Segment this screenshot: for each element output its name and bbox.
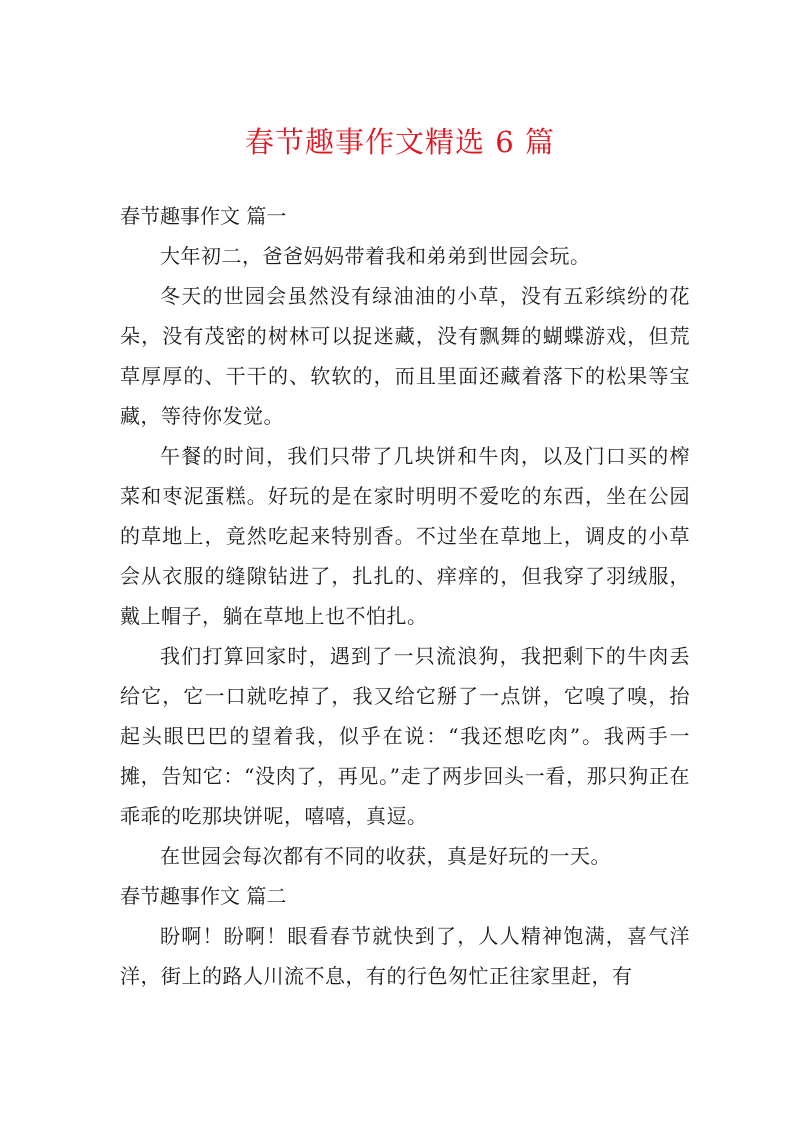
section-heading: 春节趣事作文 篇二 bbox=[120, 884, 287, 908]
paragraph: 冬天的世园会虽然没有绿油油的小草，没有五彩缤纷的花朵，没有茂密的树林可以捉迷藏，没有飘舞的蝴蝶游戏，但荒草厚厚的、干干的、软软的，而且里面还藏着落下的松果等宝藏，等待你发觉。 bbox=[120, 284, 690, 428]
paragraph: 我们打算回家时，遇到了一只流浪狗，我把剩下的牛肉丢给它，它一口就吃掉了，我又给它掰了一点饼，它嗅了嗅，抬起头眼巴巴的望着我，似乎在说：“我还想吃肉”。我两手一摊，告知它：“没肉了，再见。”走了两步回头一看，那只狗正在乖乖的吃那块饼呢，嘻嘻，真逗。 bbox=[120, 644, 690, 828]
paragraph: 午餐的时间，我们只带了几块饼和牛肉，以及门口买的榨菜和枣泥蛋糕。好玩的是在家时明明不爱吃的东西，坐在公园的草地上，竟然吃起来特别香。不过坐在草地上，调皮的小草会从衣服的缝隙钻进了，扎扎的、痒痒的，但我穿了羽绒服，戴上帽子，躺在草地上也不怕扎。 bbox=[120, 444, 690, 628]
document-body bbox=[120, 196, 690, 996]
paragraph: 盼啊！盼啊！眼看春节就快到了，人人精神饱满，喜气洋洋，街上的路人川流不息，有的行色匆忙正往家里赶，有 bbox=[120, 924, 690, 988]
section-heading: 春节趣事作文 篇一 bbox=[120, 204, 287, 228]
document-title: 春节趣事作文精选 6 篇 bbox=[245, 125, 555, 159]
paragraph: 大年初二，爸爸妈妈带着我和弟弟到世园会玩。 bbox=[160, 244, 591, 268]
paragraph: 在世园会每次都有不同的收获，真是好玩的一天。 bbox=[160, 844, 611, 868]
